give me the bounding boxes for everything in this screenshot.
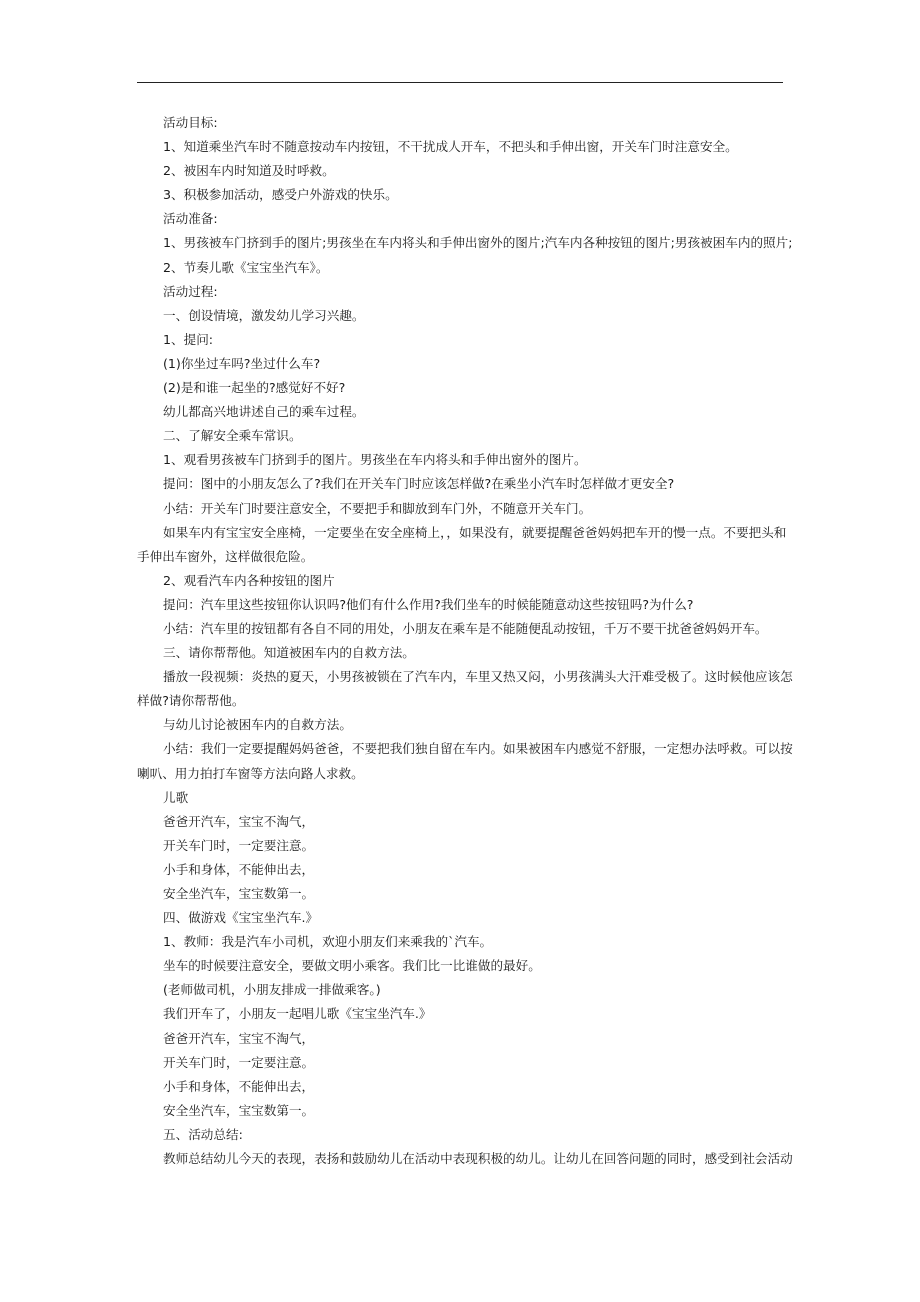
text-line: 如果车内有宝宝安全座椅，一定要坐在安全座椅上，，如果没有，就要提醒爸爸妈妈把车开的慢一点。不要把头和 xyxy=(163,524,787,540)
text-line: 播放一段视频：炎热的夏天，小男孩被锁在了汽车内，车里又热又闷，小男孩满头大汗难受极了。这时候他应该怎 xyxy=(163,669,793,685)
text-line: 小手和身体，不能伸出去， xyxy=(163,1078,315,1094)
text-line: 四、做游戏《宝宝坐汽车.》 xyxy=(163,910,319,926)
text-line: 教师总结幼儿今天的表现，表扬和鼓励幼儿在活动中表现积极的幼儿。让幼儿在回答问题的同时，感受到社会活动 xyxy=(163,1151,793,1167)
header-divider xyxy=(137,82,783,83)
text-line: 样做?请你帮帮他。 xyxy=(137,693,245,709)
text-line: 手伸出车窗外，这样做很危险。 xyxy=(137,548,314,564)
text-line: 安全坐汽车，宝宝数第一。 xyxy=(163,886,315,901)
text-line: (老师做司机，小朋友排成一排做乘客。) xyxy=(163,982,381,998)
text-line: 3、积极参加活动，感受户外游戏的快乐。 xyxy=(163,187,398,203)
text-line: 2、被困车内时知道及时呼救。 xyxy=(163,163,335,179)
text-line: 儿歌 xyxy=(163,789,189,805)
text-line: 坐车的时候要注意安全，要做文明小乘客。我们比一比谁做的最好。 xyxy=(163,958,541,974)
text-line: 活动目标: xyxy=(163,115,218,130)
text-line: 喇叭、用力拍打车窗等方法向路人求救。 xyxy=(137,765,364,781)
text-line: (1)你坐过车吗?坐过什么车? xyxy=(163,355,321,371)
text-line: 开关车门时，一定要注意。 xyxy=(163,1054,315,1070)
text-line: 小结：我们一定要提醒妈妈爸爸，不要把我们独自留在车内。如果被困车内感觉不舒服，一定想办法呼救。可以按 xyxy=(163,741,793,757)
text-line: 2、节奏儿歌《宝宝坐汽车》。 xyxy=(163,259,329,275)
text-line: 1、男孩被车门挤到手的图片;男孩坐在车内将头和手伸出窗外的图片;汽车内各种按钮的图片;男孩被困车内的照片; xyxy=(163,235,793,251)
text-line: 我们开车了，小朋友一起唱儿歌《宝宝坐汽车.》 xyxy=(163,1006,432,1022)
text-line: 活动过程: xyxy=(163,283,218,299)
text-line: 1、提问: xyxy=(163,331,214,347)
text-line: 二、了解安全乘车常识。 xyxy=(163,428,302,444)
text-line: 三、请你帮帮他。知道被困车内的自救方法。 xyxy=(163,645,415,661)
text-line: 小手和身体，不能伸出去， xyxy=(163,861,315,877)
text-line: 开关车门时，一定要注意。 xyxy=(163,837,315,853)
text-line: 爸爸开汽车，宝宝不淘气， xyxy=(163,1030,315,1046)
text-line: 与幼儿讨论被困车内的自救方法。 xyxy=(163,717,352,733)
document-body xyxy=(137,111,793,1171)
text-line: 五、活动总结: xyxy=(163,1126,243,1142)
text-line: 小结：开关车门时要注意安全，不要把手和脚放到车门外，不随意开关车门。 xyxy=(163,500,592,516)
text-line: (2)是和谁一起坐的?感觉好不好? xyxy=(163,380,346,396)
text-line: 小结：汽车里的按钮都有各自不同的用处，小朋友在乘车是不能随便乱动按钮，千万不要干扰爸爸妈妈开车。 xyxy=(163,620,768,636)
text-line: 爸爸开汽车，宝宝不淘气， xyxy=(163,813,315,829)
text-line: 安全坐汽车，宝宝数第一。 xyxy=(163,1102,315,1118)
text-line: 2、观看汽车内各种按钮的图片 xyxy=(163,572,335,588)
text-line: 一、创设情境，激发幼儿学习兴趣。 xyxy=(163,307,365,323)
text-line: 活动准备: xyxy=(163,211,218,227)
text-line: 1、知道乘坐汽车时不随意按动车内按钮，不干扰成人开车，不把头和手伸出窗，开关车门时注意安全。 xyxy=(163,139,738,155)
text-line: 1、教师：我是汽车小司机，欢迎小朋友们来乘我的`汽车。 xyxy=(163,934,493,950)
text-line: 提问：汽车里这些按钮你认识吗?他们有什么作用?我们坐车的时候能随意动这些按钮吗?为什么? xyxy=(163,596,694,612)
text-line: 幼儿都高兴地讲述自己的乘车过程。 xyxy=(163,404,365,420)
text-line: 1、观看男孩被车门挤到手的图片。男孩坐在车内将头和手伸出窗外的图片。 xyxy=(163,452,587,468)
text-line: 提问：图中的小朋友怎么了?我们在开关车门时应该怎样做?在乘坐小汽车时怎样做才更安全? xyxy=(163,476,675,492)
